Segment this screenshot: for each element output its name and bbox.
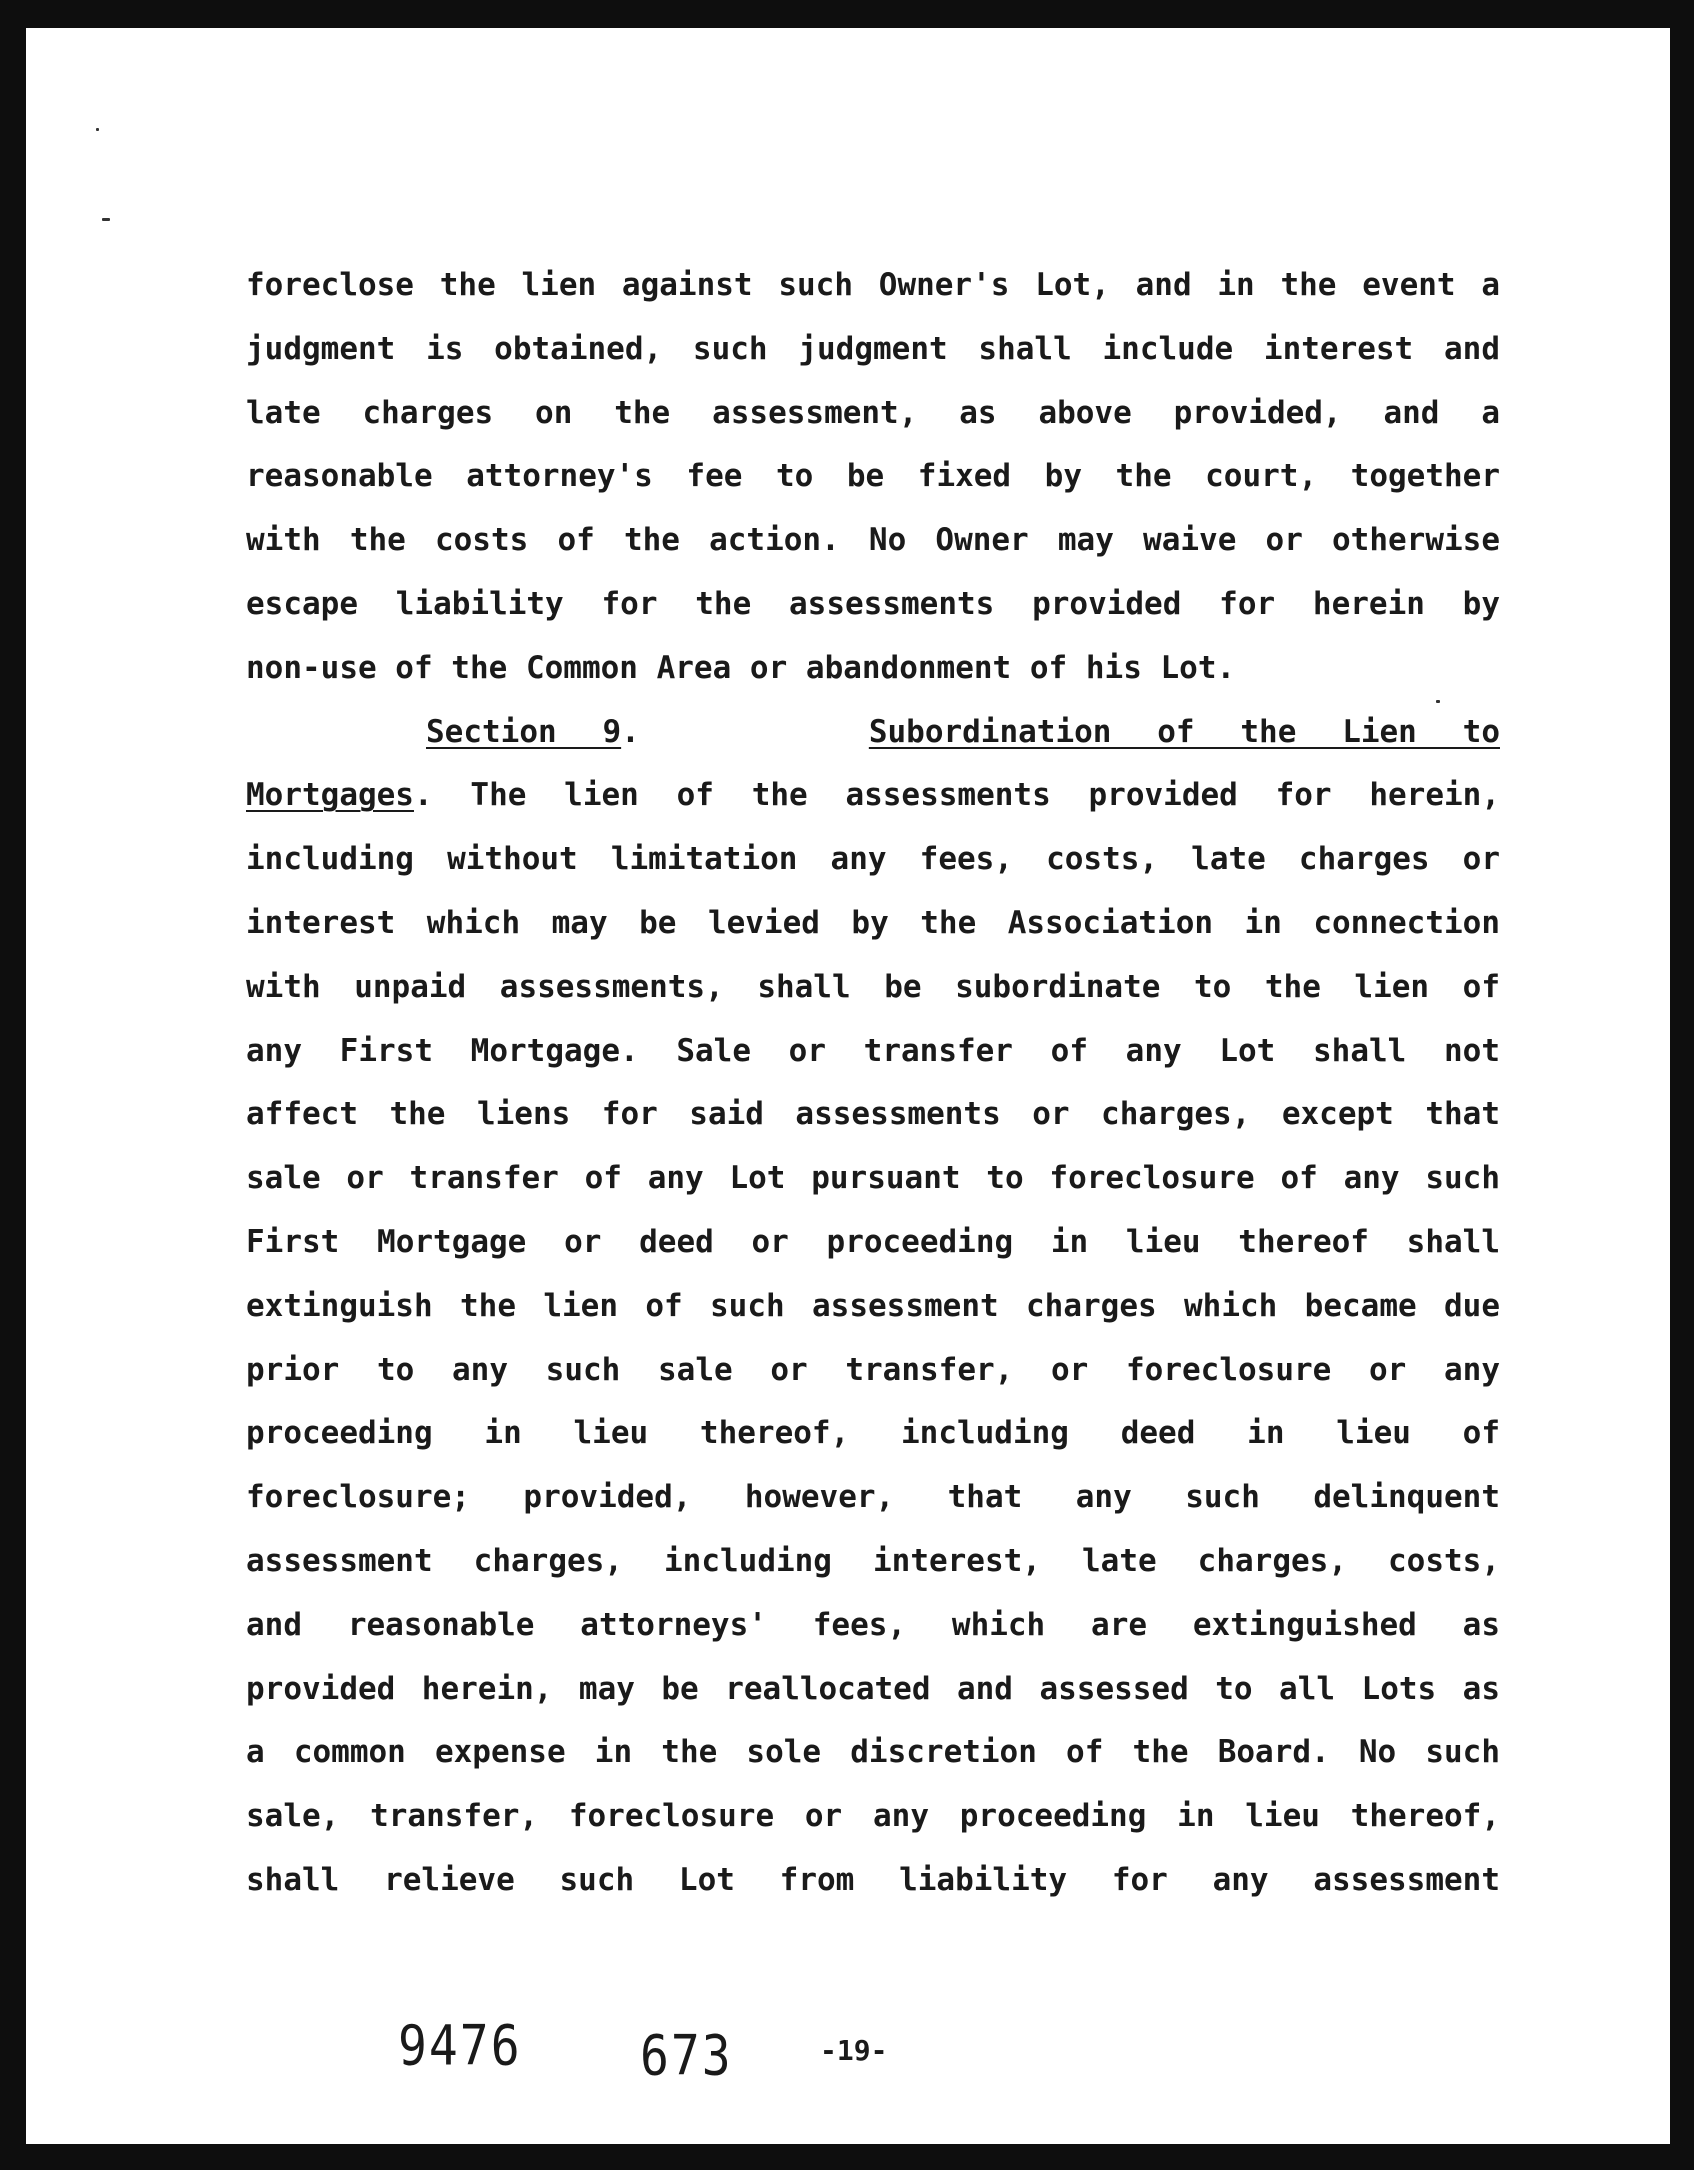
section-first-sentence: . The lien of the assessments provided for herein, — [413, 777, 1500, 814]
paragraph-2-line: assessment charges, including interest, late charges, costs, — [246, 1542, 1500, 1579]
scan-speck — [1436, 700, 1440, 703]
paragraph-2-line: with unpaid assessments, shall be subordinate to the lien of — [246, 968, 1500, 1005]
section-number: Section 9 — [426, 713, 622, 750]
paragraph-2-line: foreclosure; provided, however, that any such delinquent — [246, 1479, 1500, 1516]
paragraph-2-line: extinguish the lien of such assessment charges which became due — [246, 1287, 1500, 1324]
paragraph-1-line: judgment is obtained, such judgment shall include interest and — [246, 330, 1500, 367]
paragraph-2-line: any First Mortgage. Sale or transfer of any Lot shall not — [246, 1032, 1500, 1069]
section-title-continuation-line — [246, 764, 1500, 828]
paragraph-2-line: interest which may be levied by the Association in connection — [246, 904, 1500, 941]
section-title-part-1: Subordination of the Lien to — [868, 713, 1500, 750]
section-title-part-2: Mortgages — [246, 777, 414, 814]
paragraph-2-line: including without limitation any fees, costs, late charges or — [246, 841, 1500, 878]
paragraph-2-line: proceeding in lieu thereof, including deed in lieu of — [246, 1415, 1500, 1452]
paragraph-2-line: a common expense in the sole discretion of the Board. No such — [246, 1734, 1500, 1771]
paragraph-1-line: with the costs of the action. No Owner may waive or otherwise — [246, 522, 1500, 559]
paragraph-1-line: escape liability for the assessments provided for herein by — [246, 585, 1500, 622]
scan-speck — [102, 218, 110, 221]
scan-speck — [96, 128, 99, 131]
paragraph-2-line: provided herein, may be reallocated and assessed to all Lots as — [246, 1670, 1500, 1707]
paragraph-1 — [246, 254, 1500, 701]
book-number-stamp: 9476 — [398, 2013, 522, 2079]
page-number: -19- — [820, 2034, 888, 2067]
paragraph-2-line: prior to any such sale or transfer, or foreclosure or any — [246, 1351, 1500, 1388]
paragraph-2 — [246, 828, 1500, 1913]
paragraph-1-line: non-use of the Common Area or abandonment of his Lot. — [246, 649, 1236, 686]
document-body — [246, 254, 1500, 1913]
paragraph-2-line: sale or transfer of any Lot pursuant to foreclosure of any such — [246, 1160, 1500, 1197]
paragraph-2-line: sale, transfer, foreclosure or any proceeding in lieu thereof, — [246, 1798, 1500, 1835]
page-stamp: 673 — [640, 2023, 733, 2089]
paragraph-2-line: shall relieve such Lot from liability for any assessment — [246, 1861, 1500, 1898]
paragraph-2-line: First Mortgage or deed or proceeding in lieu thereof shall — [246, 1223, 1500, 1260]
paragraph-1-line: reasonable attorney's fee to be fixed by the court, together — [246, 458, 1500, 495]
paragraph-2-line: and reasonable attorneys' fees, which are extinguished as — [246, 1606, 1500, 1643]
section-heading-line: Section 9. Subordination of the Lien to — [426, 713, 1500, 750]
paragraph-1-line: foreclose the lien against such Owner's Lot, and in the event a — [246, 267, 1500, 303]
paragraph-1-line: late charges on the assessment, as above provided, and a — [246, 394, 1500, 431]
paragraph-2-line: affect the liens for said assessments or charges, except that — [246, 1096, 1500, 1133]
